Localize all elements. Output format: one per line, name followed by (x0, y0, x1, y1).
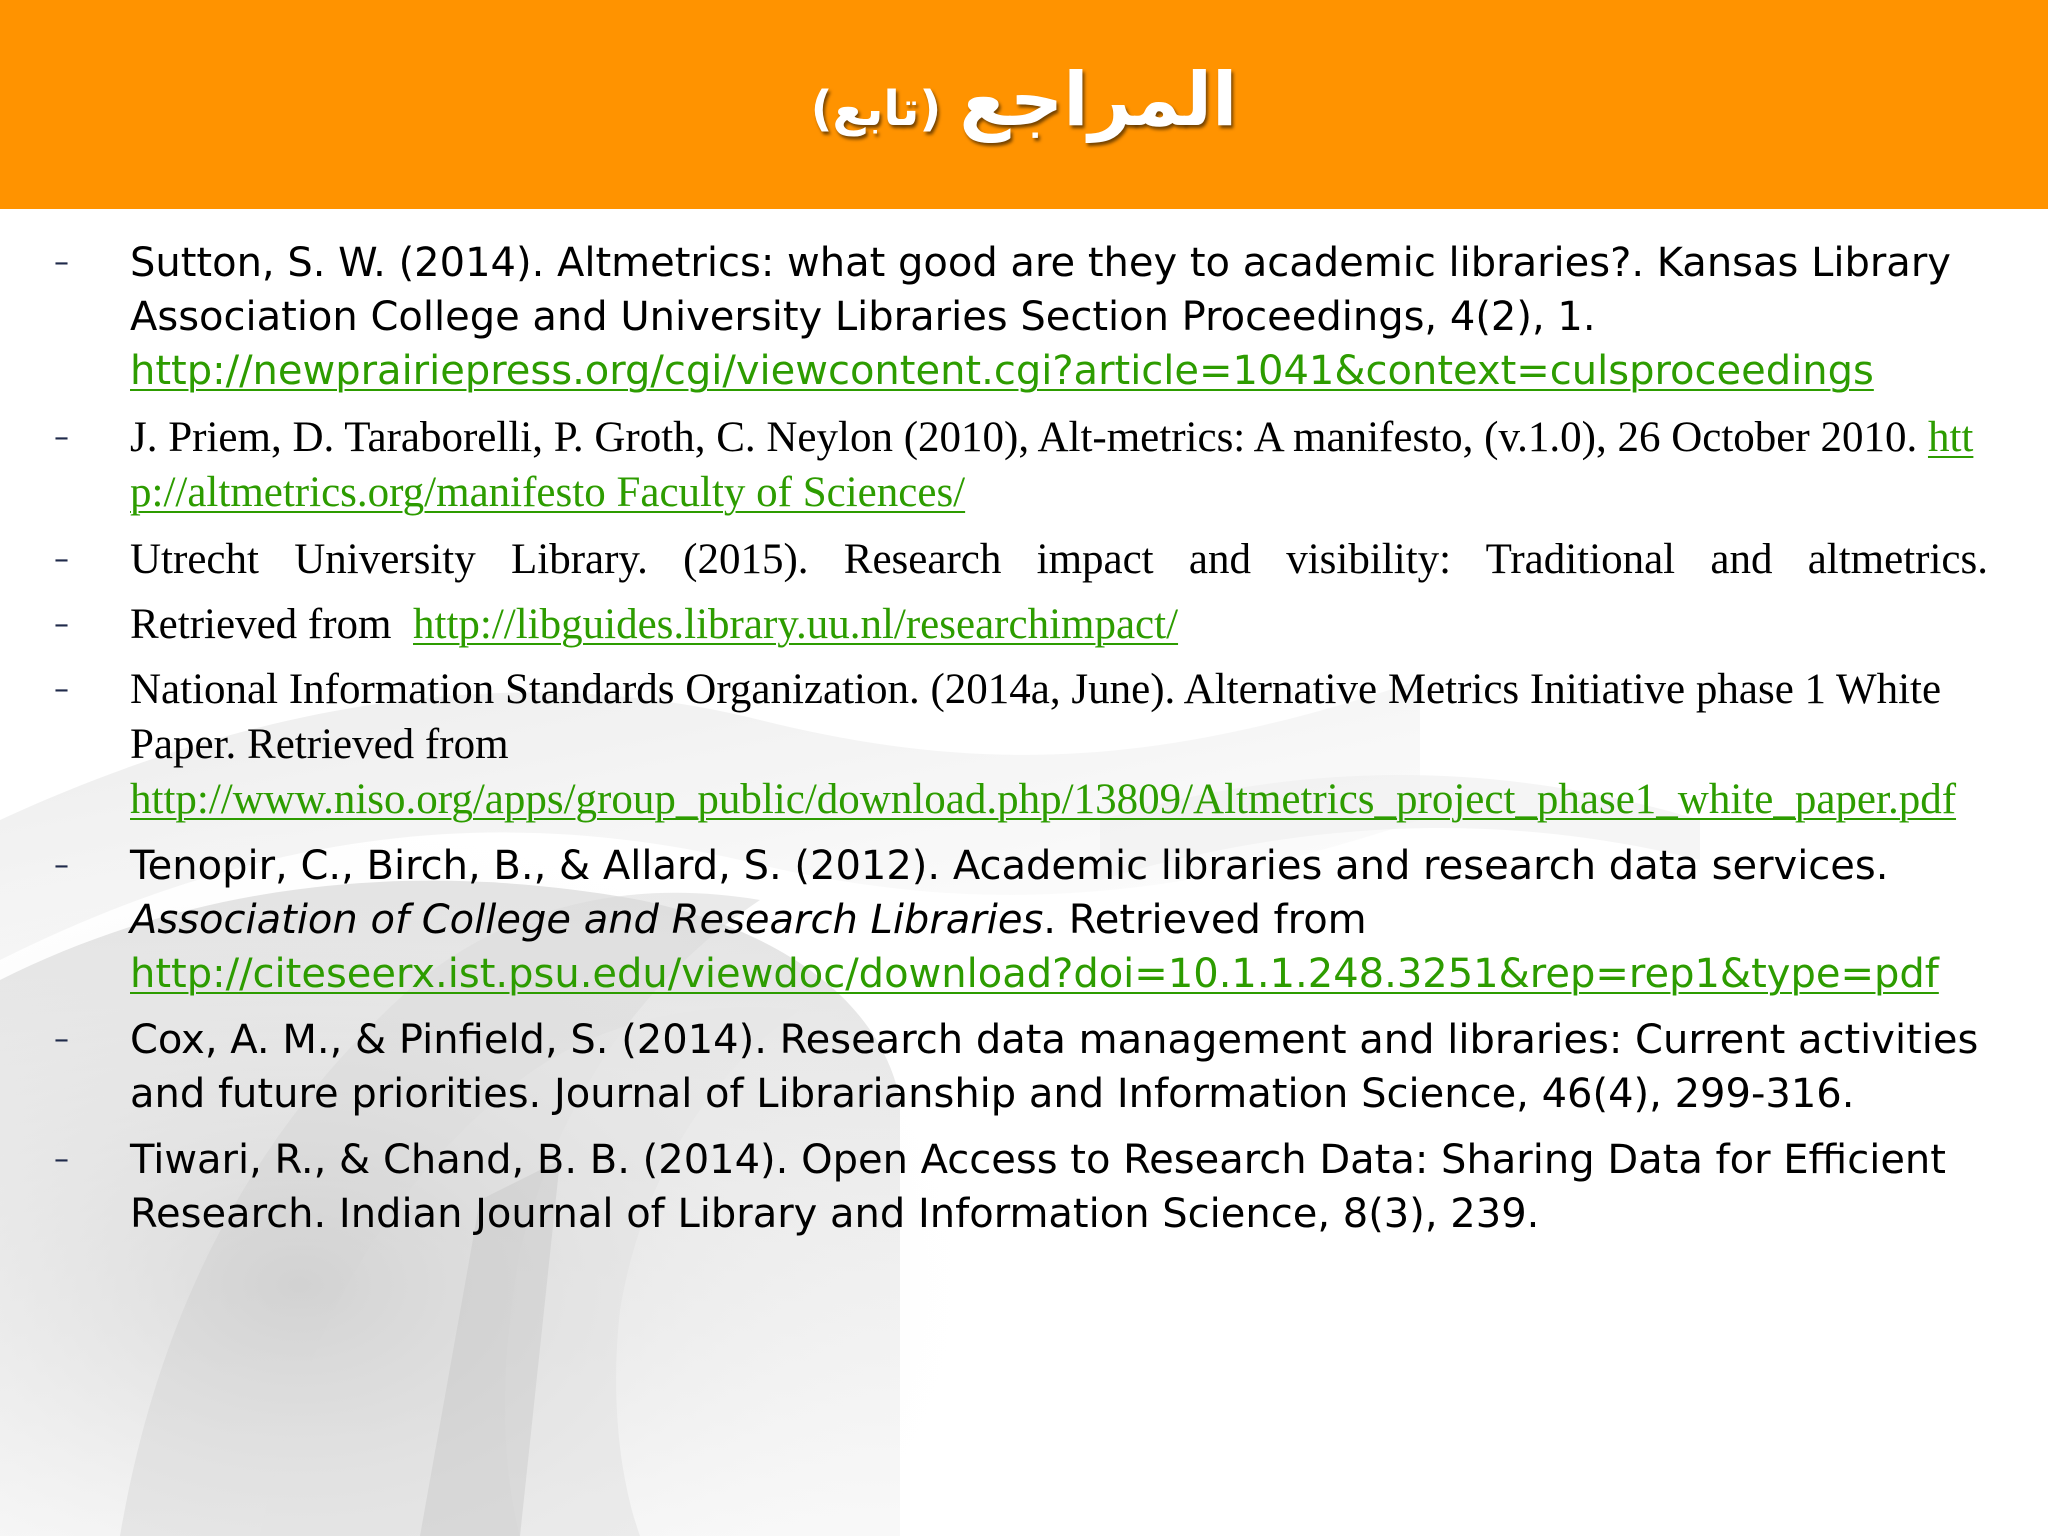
reference-link[interactable]: http://www.niso.org/apps/group_public/download.php/13809/Altmetrics_project_phase1_white_paper.pdf (130, 776, 1957, 823)
reference-item (0, 839, 2048, 1001)
bullet-dash: – (54, 607, 69, 642)
bullet-dash: – (54, 245, 69, 280)
reference-item (0, 532, 2048, 587)
reference-link[interactable]: http://citeseerx.ist.psu.edu/viewdoc/download?doi=10.1.1.248.3251&rep=rep1&type=pdf (130, 951, 1939, 997)
bullet-dash: – (54, 1142, 69, 1177)
reference-text: Sutton, S. W. (2014). Altmetrics: what good are they to academic libraries?. Kansas Library Association College and University Libraries Section Proceedings, 4(2), 1. (130, 240, 1951, 340)
reference-text: Tiwari, R., & Chand, B. B. (2014). Open Access to Research Data: Sharing Data for Efficient Research. Indian Journal of Library and Information Science, 8(3), 239. (130, 1137, 1946, 1237)
reference-text-after: . Retrieved from (1043, 897, 1367, 943)
reference-journal: Association of College and Research Libraries (130, 897, 1044, 943)
reference-text: Retrieved from (130, 601, 392, 648)
bullet-dash: – (54, 542, 69, 577)
reference-item (0, 662, 2048, 827)
bullet-dash: – (54, 1022, 69, 1057)
reference-link[interactable]: http://newprairiepress.org/cgi/viewcontent.cgi?article=1041&context=culsproceedings (130, 348, 1874, 394)
reference-text: Tenopir, C., Birch, B., & Allard, S. (2012). Academic libraries and research data services. (130, 843, 1889, 889)
reference-item (0, 1133, 2048, 1241)
reference-list (0, 236, 2048, 1241)
reference-item (0, 410, 2048, 520)
reference-item (0, 236, 2048, 398)
bullet-dash: – (54, 848, 69, 883)
title-main: المراجع (959, 56, 1238, 143)
bullet-dash: – (54, 420, 69, 455)
reference-text: J. Priem, D. Taraborelli, P. Groth, C. Neylon (2010), Alt-metrics: A manifesto, (v.1.0), 26 October 2010. (130, 414, 1918, 461)
slide-title (811, 57, 1238, 143)
reference-text: Utrecht University Library. (2015). Research impact and visibility: Traditional and altmetrics. (130, 536, 1988, 583)
title-sub: (تابع) (810, 80, 942, 137)
title-banner (0, 0, 2048, 209)
reference-item (0, 1013, 2048, 1121)
bullet-dash: – (54, 672, 69, 707)
reference-item (0, 597, 2048, 652)
reference-text: Cox, A. M., & Pinfield, S. (2014). Research data management and libraries: Current activities and future priorities. Journal of Librarianship and Information Science, 46(4), 299-316. (130, 1017, 1979, 1117)
reference-link[interactable]: http://libguides.library.uu.nl/researchimpact/ (413, 601, 1179, 648)
reference-link[interactable]: http://altmetrics.org/manifesto Faculty of Sciences/ (130, 414, 1974, 516)
reference-text: National Information Standards Organization. (2014a, June). Alternative Metrics Initiative phase 1 White Paper. Retrieved from (130, 666, 1942, 768)
